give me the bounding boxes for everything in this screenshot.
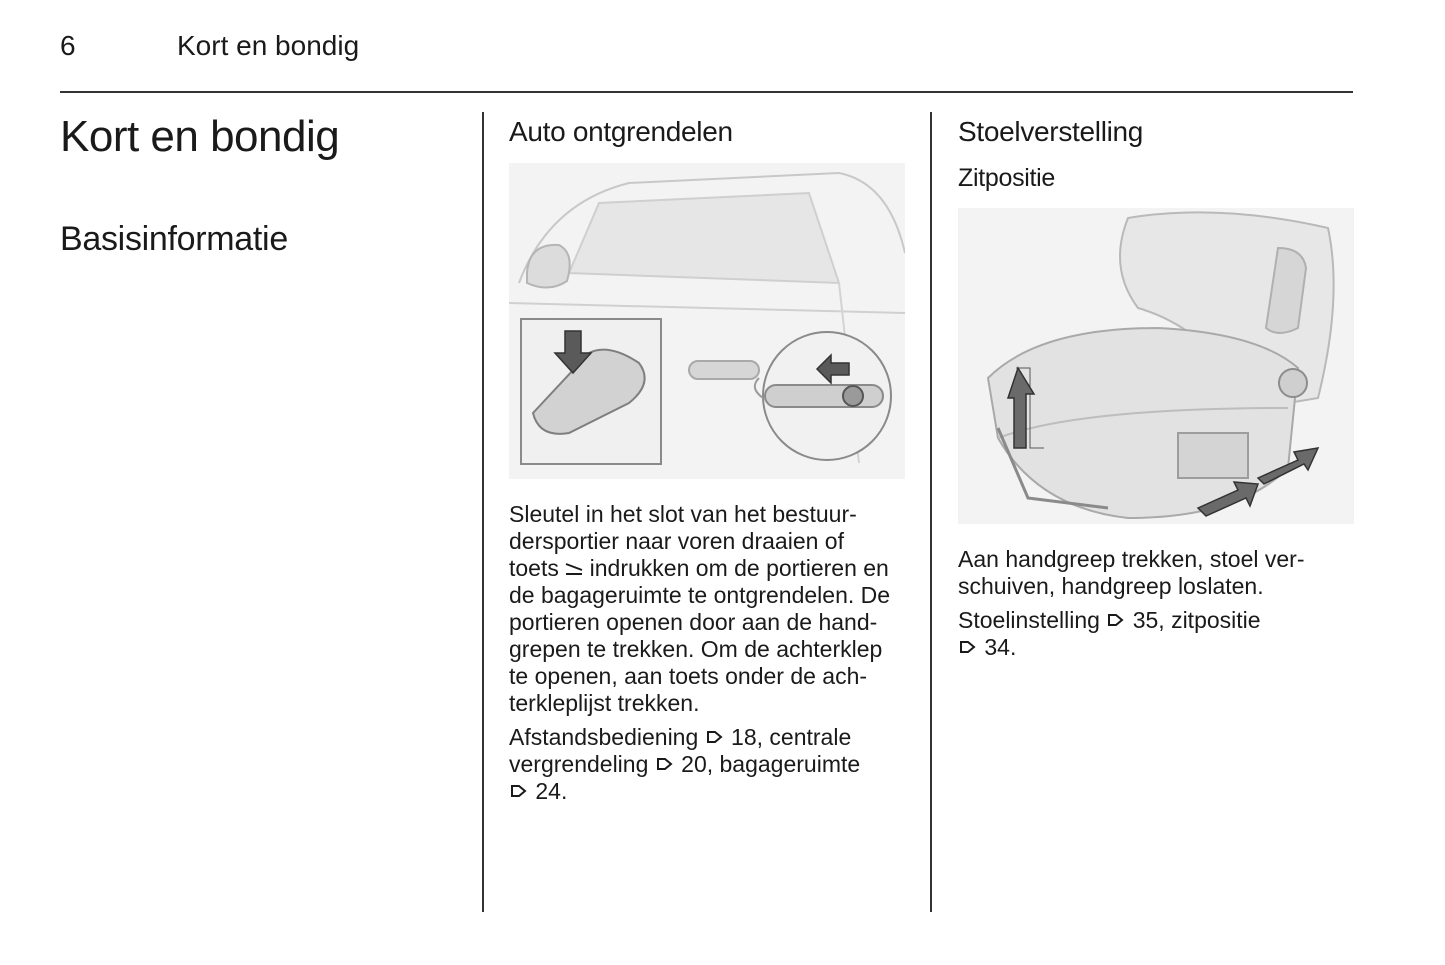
seat-references xyxy=(958,607,1348,661)
heading-auto-ontgrendelen: Auto ontgrendelen xyxy=(509,116,733,147)
page-reference-arrow-icon xyxy=(705,724,725,750)
ref-vergrendeling[interactable]: vergrendeling xyxy=(509,751,649,777)
ref-page-20[interactable]: 20, bagageruimte xyxy=(681,751,861,777)
page-reference-arrow-icon xyxy=(655,751,675,777)
heading-stoelverstelling: Stoelverstelling xyxy=(958,116,1144,147)
unlock-button-icon xyxy=(565,555,583,582)
toets-word: toets xyxy=(509,555,559,581)
chapter-title: Kort en bondig xyxy=(60,112,340,161)
unlock-line-7: te openen, aan toets onder de ach- xyxy=(509,663,868,689)
ref-page-18[interactable]: 18, centrale xyxy=(731,724,852,750)
column-divider-right xyxy=(930,112,932,912)
unlock-line-3-text: indrukken om de portieren en xyxy=(589,555,889,581)
page-reference-arrow-icon xyxy=(509,778,529,804)
car-unlock-illustration xyxy=(509,163,905,479)
unlock-line-2: dersportier naar voren draaien of xyxy=(509,528,844,554)
page-number: 6 xyxy=(60,30,76,61)
unlock-instructions xyxy=(509,501,919,812)
seat-adjust-illustration xyxy=(958,208,1354,524)
unlock-line-5: portieren openen door aan de hand- xyxy=(509,609,878,635)
seat-line-1: Aan handgreep trekken, stoel ver- xyxy=(958,546,1305,572)
unlock-line-6: grepen te trekken. Om de achterklep xyxy=(509,636,883,662)
ref-afstandsbediening[interactable]: Afstandsbediening xyxy=(509,724,699,750)
unlock-references xyxy=(509,724,919,805)
seat-instructions xyxy=(958,546,1348,668)
page-reference-arrow-icon xyxy=(958,634,978,660)
page-reference-arrow-icon xyxy=(1106,607,1126,633)
ref-page-34[interactable]: 34. xyxy=(984,634,1017,660)
subheading-zitpositie: Zitpositie xyxy=(958,164,1056,192)
header-divider xyxy=(60,91,1353,93)
unlock-line-3 xyxy=(509,555,919,582)
unlock-line-8: terkleplijst trekken. xyxy=(509,690,700,716)
running-title: Kort en bondig xyxy=(177,30,360,61)
ref-page-24[interactable]: 24. xyxy=(535,778,568,804)
car-unlock-drawing xyxy=(509,163,905,479)
unlock-line-1: Sleutel in het slot van het bestuur- xyxy=(509,501,857,527)
section-title: Basisinformatie xyxy=(60,220,288,258)
seat-line-2: schuiven, handgreep loslaten. xyxy=(958,573,1264,599)
seat-adjust-drawing xyxy=(958,208,1354,524)
unlock-line-4: de bagageruimte te ontgrendelen. De xyxy=(509,582,891,608)
ref-page-35[interactable]: 35, zitpositie xyxy=(1132,607,1261,633)
ref-stoelinstelling[interactable]: Stoelinstelling xyxy=(958,607,1100,633)
column-divider-left xyxy=(482,112,484,912)
